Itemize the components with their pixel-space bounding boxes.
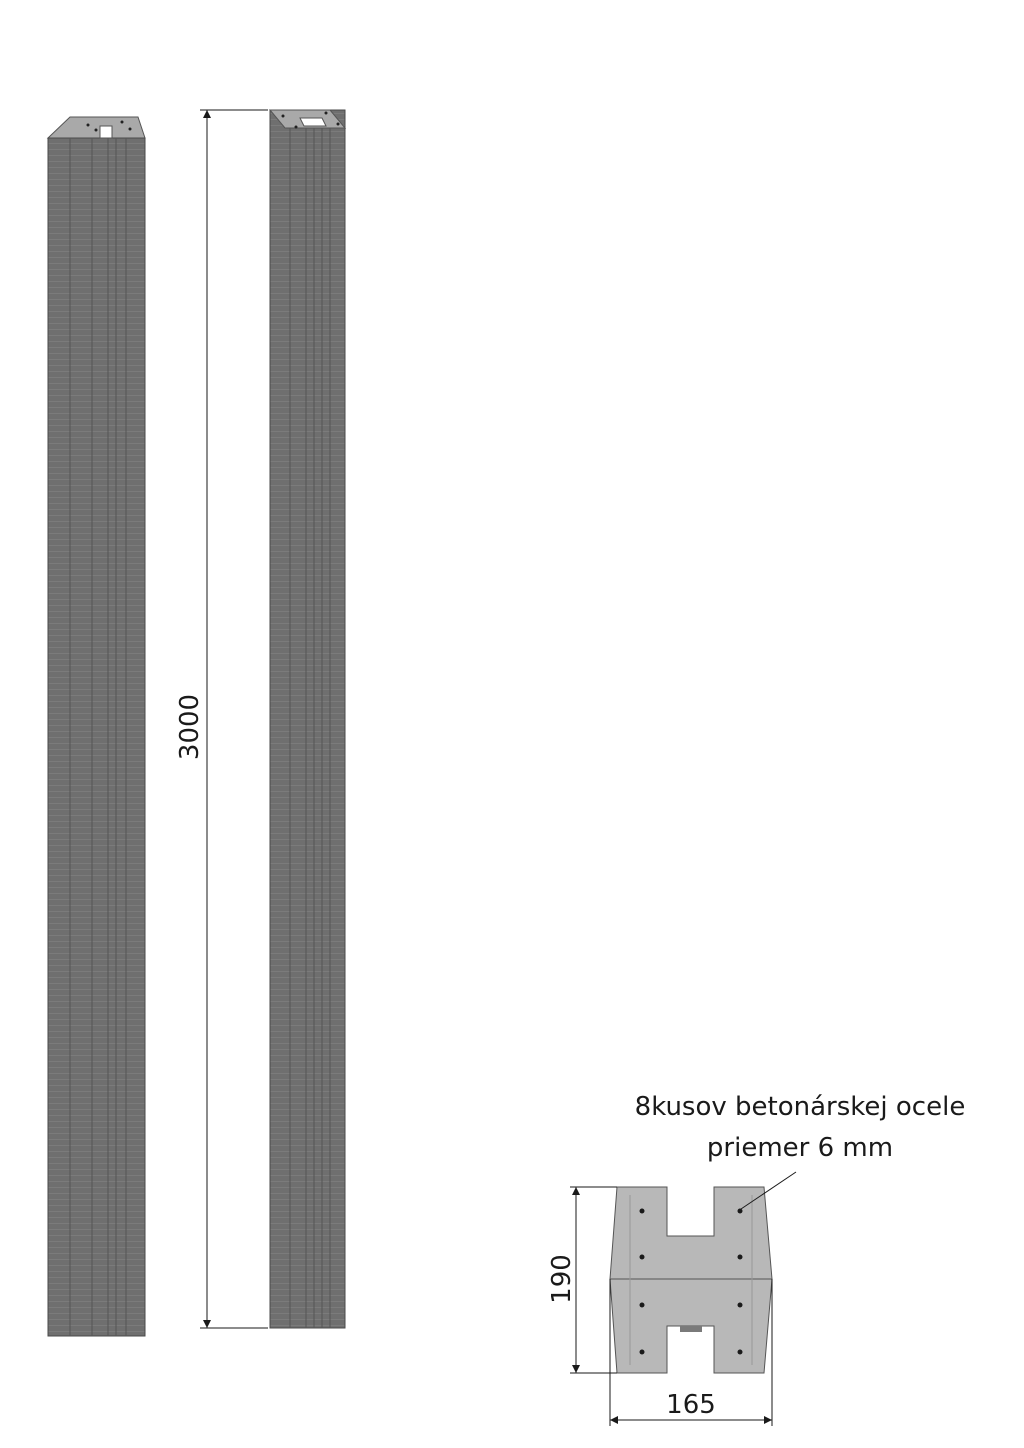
post-right-body xyxy=(270,110,345,1328)
dimension-post-height-label: 3000 xyxy=(175,693,205,761)
dimension-section-height-label: 190 xyxy=(547,1254,577,1304)
post-left xyxy=(48,117,145,1336)
dimension-section-width-label: 165 xyxy=(666,1390,716,1420)
post-left-top xyxy=(48,117,145,138)
rebar-dot xyxy=(640,1209,645,1214)
rebar-dot xyxy=(640,1303,645,1308)
post-left-body xyxy=(48,138,145,1336)
rebar-dot xyxy=(738,1255,743,1260)
rebar-dot xyxy=(738,1303,743,1308)
rebar-dot xyxy=(738,1350,743,1355)
rebar-dot xyxy=(640,1350,645,1355)
annotation-line1: 8kusov betonárskej ocele xyxy=(634,1092,966,1122)
rebar-dot xyxy=(738,1209,743,1214)
dimension-section-height xyxy=(547,1187,617,1373)
cross-section xyxy=(610,1187,772,1373)
annotation-line2: priemer 6 mm xyxy=(706,1133,894,1163)
rebar-dot xyxy=(640,1255,645,1260)
dimension-post-height xyxy=(175,110,268,1328)
cross-section-upper xyxy=(610,1187,772,1279)
post-right xyxy=(270,110,345,1328)
